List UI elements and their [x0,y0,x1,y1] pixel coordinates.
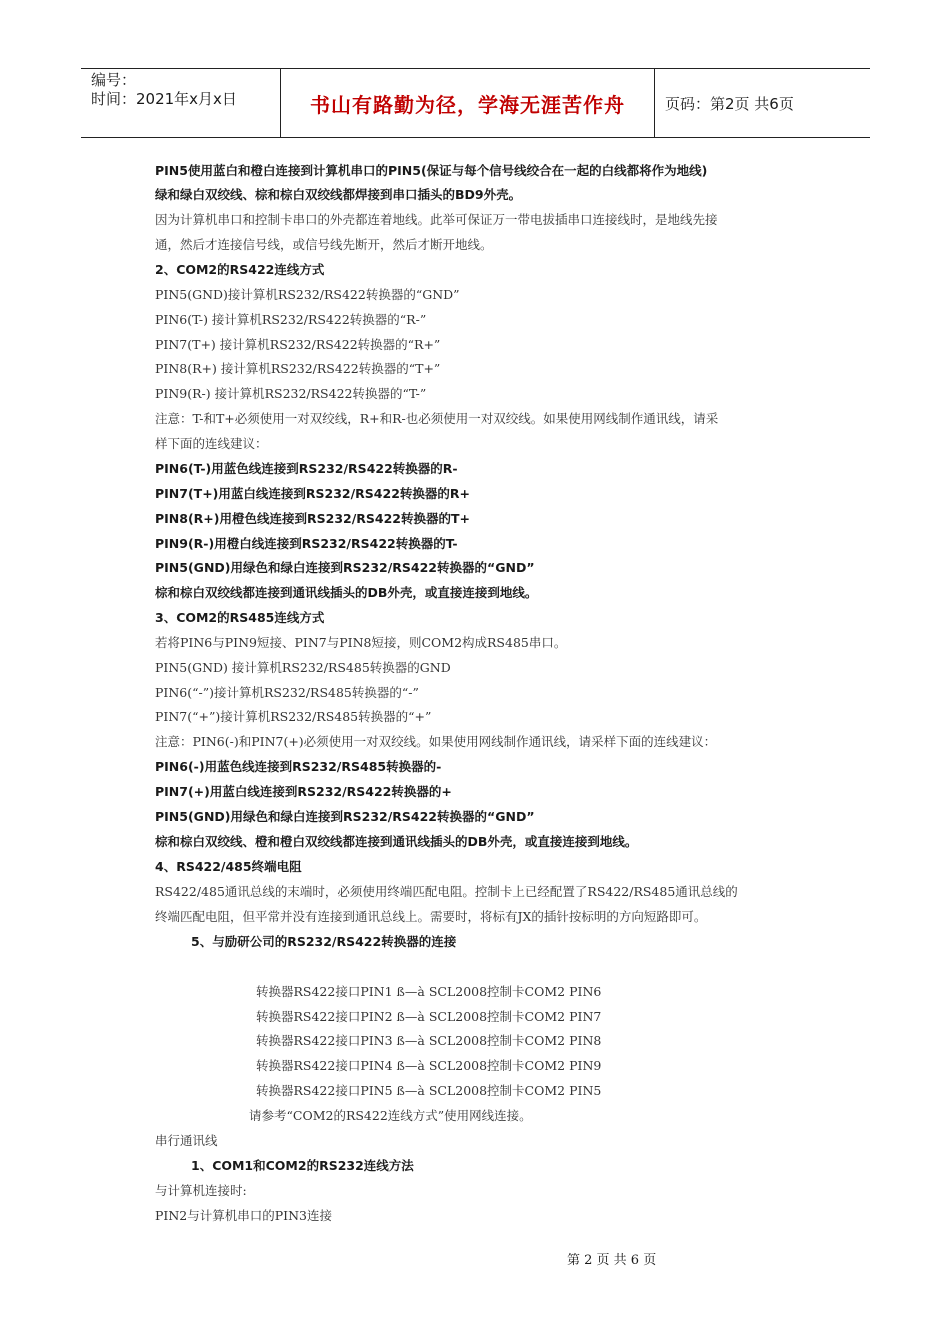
body-line: PIN5(GND)用绿色和绿白连接到RS232/RS422转换器的“GND” [155,809,535,824]
page-footer: 第 2 页 共 6 页 [567,1253,657,1268]
body-line: PIN5使用蓝白和橙白连接到计算机串口的PIN5(保证与每个信号线绞合在一起的白线都将作为地线) [155,163,708,178]
section-heading: 3、COM2的RS485连线方式 [155,610,325,625]
body-line: 若将PIN6与PIN9短接、PIN7与PIN8短接，则COM2构成RS485串口。 [155,635,567,650]
body-line: 串行通讯线 [155,1133,218,1148]
body-line: PIN6(T-)用蓝色线连接到RS232/RS422转换器的R- [155,461,458,476]
body-line: PIN5(GND)接计算机RS232/RS422转换器的“GND” [155,287,460,302]
body-line: PIN7(T+)用蓝白线连接到RS232/RS422转换器的R+ [155,486,471,501]
body-line: 注意：T-和T+必须使用一对双绞线，R+和R-也必须使用一对双绞线。如果使用网线制作通讯线，请采 [155,411,719,426]
body-line: PIN8(R+) 接计算机RS232/RS422转换器的“T+” [155,361,441,376]
header-meta-cell [81,69,280,137]
body-line: PIN5(GND) 接计算机RS232/RS485转换器的GND [155,660,451,675]
body-line: 请参考“COM2的RS422连线方式”使用网线连接。 [249,1108,532,1123]
body-line: PIN6(-)用蓝色线连接到RS232/RS485转换器的- [155,759,442,774]
section-heading: 5、与励研公司的RS232/RS422转换器的连接 [191,934,457,949]
body-line: PIN8(R+)用橙色线连接到RS232/RS422转换器的T+ [155,511,471,526]
document-header [81,68,870,138]
pin-mapping-line: 转换器RS422接口PIN2 ß—à SCL2008控制卡COM2 PIN7 [256,1009,602,1024]
pin-mapping-line: 转换器RS422接口PIN3 ß—à SCL2008控制卡COM2 PIN8 [256,1033,602,1048]
body-line: PIN7(T+) 接计算机RS232/RS422转换器的“R+” [155,337,441,352]
body-line: 与计算机连接时: [155,1183,247,1198]
body-line: PIN9(R-)用橙白线连接到RS232/RS422转换器的T- [155,536,458,551]
body-line: 通，然后才连接信号线，或信号线先断开，然后才断开地线。 [155,237,493,252]
body-line: PIN5(GND)用绿色和绿白连接到RS232/RS422转换器的“GND” [155,560,535,575]
body-line: PIN9(R-) 接计算机RS232/RS422转换器的“T-” [155,386,427,401]
document-date: 时间：2021年x月x日 [91,90,237,108]
body-line: 注意：PIN6(-)和PIN7(+)必须使用一对双绞线。如果使用网线制作通讯线，请采样下面的连线建议： [155,734,717,749]
body-line: 棕和棕白双绞线都连接到通讯线插头的DB外壳，或直接连接到地线。 [155,585,538,600]
body-line: 终端匹配电阻，但平常并没有连接到通讯总线上。需要时，将标有JX的插针按标明的方向短路即可。 [155,909,707,924]
body-line: PIN7(“+”)接计算机RS232/RS485转换器的“+” [155,709,432,724]
body-line: 棕和棕白双绞线、橙和橙白双绞线都连接到通讯线插头的DB外壳，或直接连接到地线。 [155,834,638,849]
body-line: PIN2与计算机串口的PIN3连接 [155,1208,332,1223]
section-heading: 2、COM2的RS422连线方式 [155,262,325,277]
pin-mapping-line: 转换器RS422接口PIN1 ß—à SCL2008控制卡COM2 PIN6 [256,984,602,999]
body-line: PIN6(T-) 接计算机RS232/RS422转换器的“R-” [155,312,427,327]
header-page-number: 页码：第2页 共6页 [665,94,794,113]
body-line: 因为计算机串口和控制卡串口的外壳都连着地线。此举可保证万一带电拔插串口连接线时，是地线先接 [155,212,718,227]
body-line: 绿和绿白双绞线、棕和棕白双绞线都焊接到串口插头的BD9外壳。 [155,187,522,202]
body-line: PIN6(“-”)接计算机RS232/RS485转换器的“-” [155,685,419,700]
header-slogan: 书山有路勤为径，学海无涯苦作舟 [280,69,655,137]
section-heading: 1、COM1和COM2的RS232连线方法 [191,1158,414,1173]
body-line: 样下面的连线建议： [155,436,268,451]
pin-mapping-line: 转换器RS422接口PIN5 ß—à SCL2008控制卡COM2 PIN5 [256,1083,602,1098]
section-heading: 4、RS422/485终端电阻 [155,859,302,874]
body-line: RS422/485通讯总线的末端时，必须使用终端匹配电阻。控制卡上已经配置了RS422/RS485通讯总线的 [155,884,738,899]
pin-mapping-line: 转换器RS422接口PIN4 ß—à SCL2008控制卡COM2 PIN9 [256,1058,602,1073]
document-number: 编号： [91,71,137,89]
body-line: PIN7(+)用蓝白线连接到RS232/RS422转换器的+ [155,784,452,799]
